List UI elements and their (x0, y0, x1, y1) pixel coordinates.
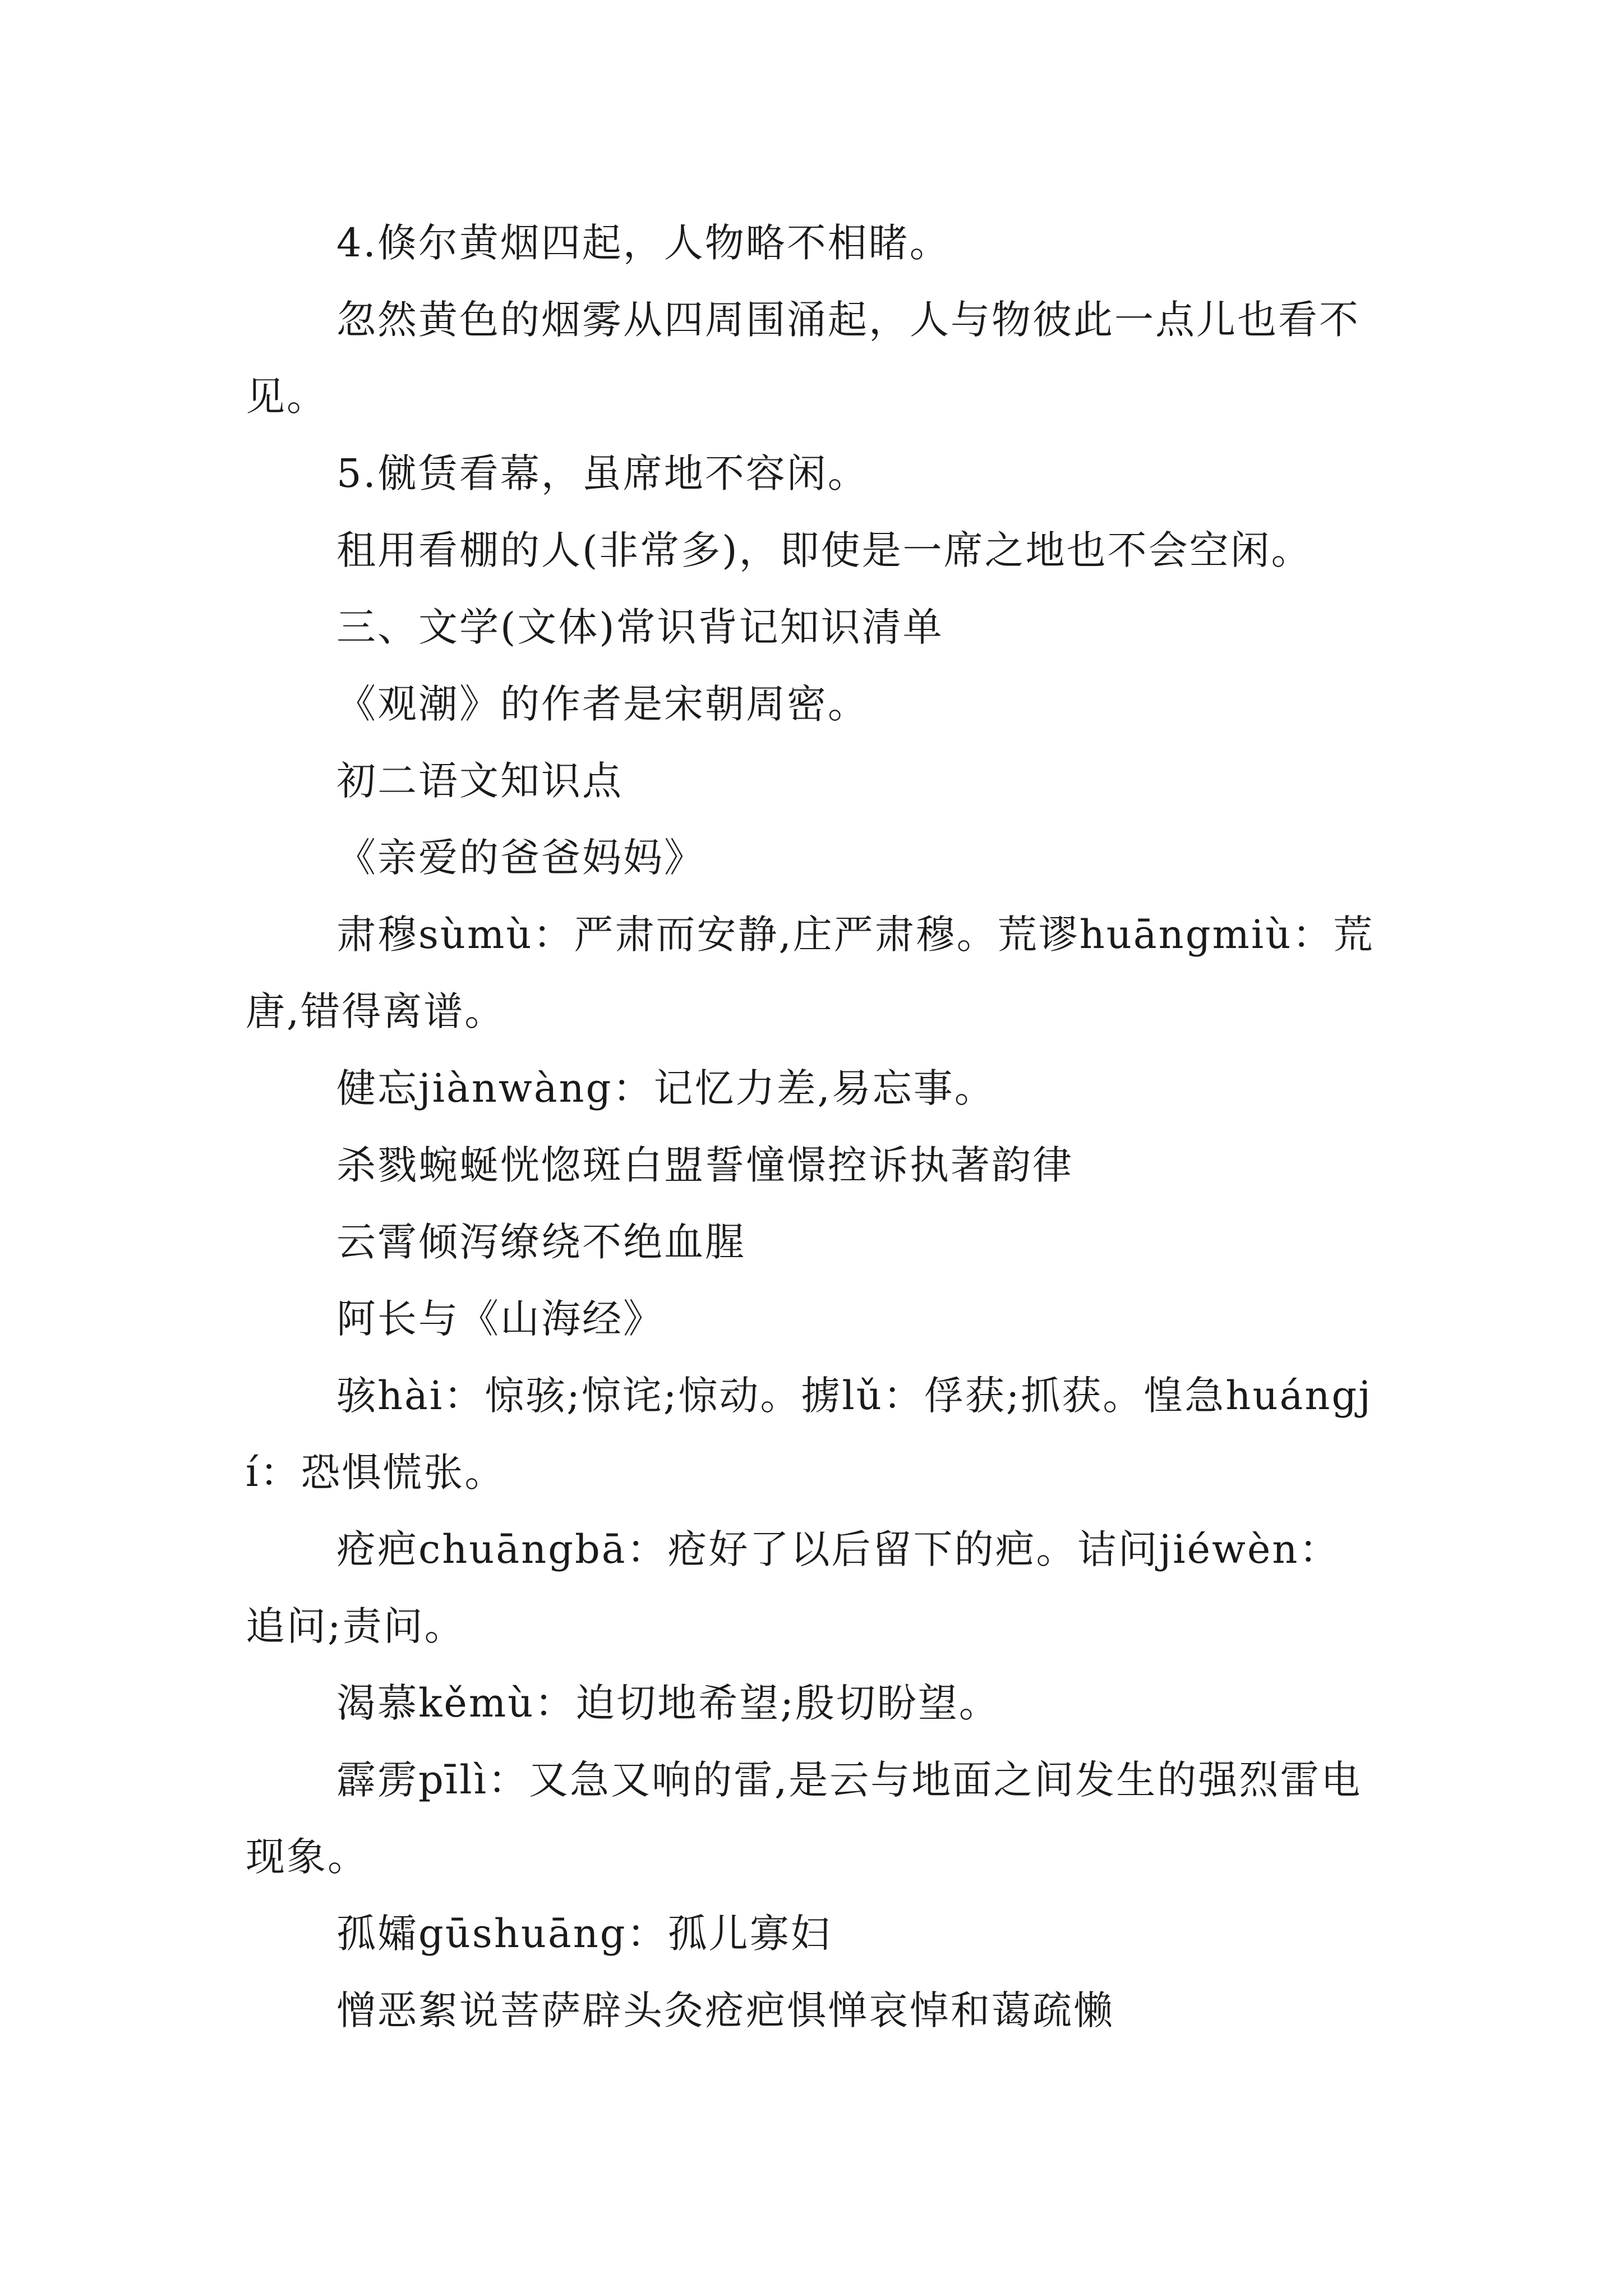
word-list-3: 憎恶絮说菩萨辟头灸疮疤惧惮哀悼和蔼疏懒 (336, 1987, 1114, 2033)
vocab-entry-2: 健忘jiànwàng：记忆力差,易忘事。 (336, 1065, 995, 1111)
vocab-entry-6: 霹雳pīlì：又急又响的雷,是云与地面之间发生的强烈雷电现象。 (246, 1757, 1362, 1880)
word-list-1: 杀戮蜿蜒恍惚斑白盟誓憧憬控诉执著韵律 (336, 1142, 1073, 1188)
vocab-entry-7: 孤孀gūshuāng：孤儿寡妇 (336, 1911, 832, 1957)
vocab-entry-1: 肃穆sùmù：严肃而安静,庄严肃穆。荒谬huāngmiù：荒唐,错得离谱。 (246, 912, 1375, 1034)
paragraph-3: 5.僦赁看幕，虽席地不容闲。 (336, 450, 869, 496)
section-heading: 三、文学(文体)常识背记知识清单 (336, 604, 944, 650)
subtitle: 初二语文知识点 (336, 758, 623, 804)
lesson-title-2: 阿长与《山海经》 (336, 1296, 664, 1342)
word-list-2: 云霄倾泻缭绕不绝血腥 (336, 1219, 746, 1265)
paragraph-1: 4.倏尔黄烟四起，人物略不相睹。 (336, 220, 951, 266)
document-body (246, 205, 1378, 2049)
paragraph-6: 《观潮》的作者是宋朝周密。 (336, 681, 869, 727)
lesson-title-1: 《亲爱的爸爸妈妈》 (336, 835, 705, 881)
paragraph-2: 忽然黄色的烟雾从四周围涌起，人与物彼此一点儿也看不见。 (246, 297, 1360, 420)
paragraph-4: 租用看棚的人(非常多)，即使是一席之地也不会空闲。 (336, 527, 1312, 573)
vocab-entry-5: 渴慕kěmù：迫切地希望;殷切盼望。 (336, 1680, 1000, 1726)
vocab-entry-4: 疮疤chuāngbā：疮好了以后留下的疤。诘问jiéwèn：追问;责问。 (246, 1526, 1340, 1649)
vocab-entry-3: 骇hài：惊骇;惊诧;惊动。掳lǔ：俘获;抓获。惶急huángjí：恐惧慌张。 (246, 1373, 1372, 1496)
